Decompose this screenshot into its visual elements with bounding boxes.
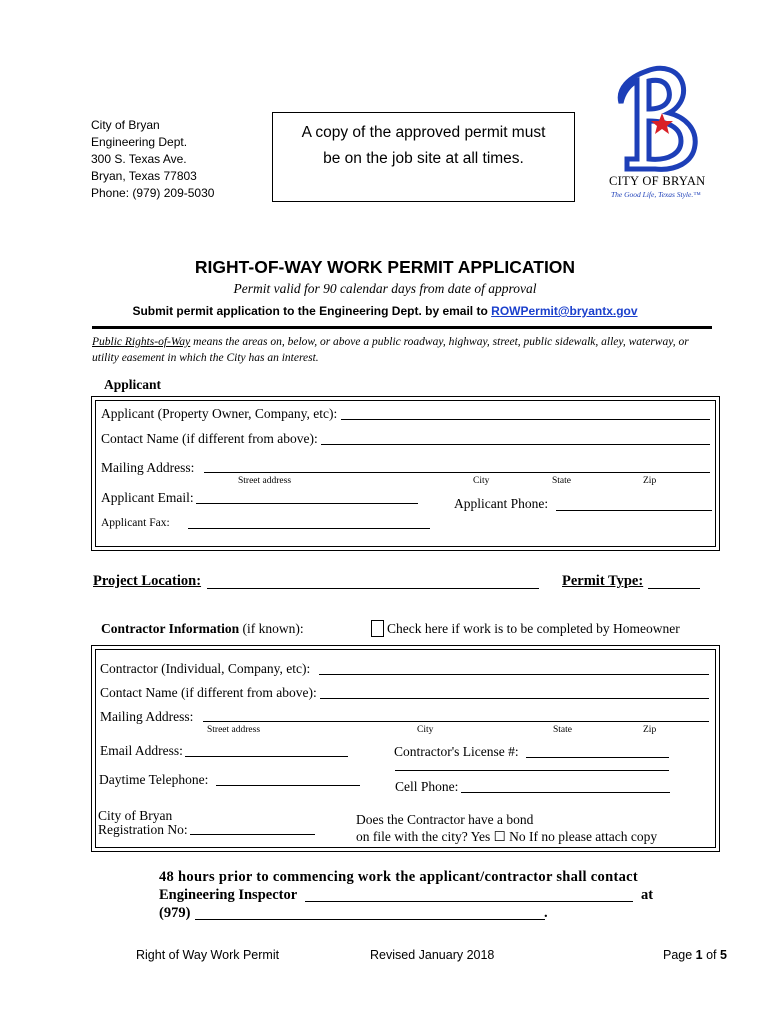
footer-document-name: Right of Way Work Permit: [136, 948, 280, 962]
page-total: 5: [720, 948, 727, 962]
applicant-email-label: Applicant Email:: [101, 490, 194, 505]
divider: [92, 326, 712, 329]
inspector-notice-at: at: [641, 887, 654, 903]
contractor-heading-bold: Contractor Information: [101, 621, 240, 636]
permit-type-label: Permit Type:: [562, 573, 644, 589]
project-location-field[interactable]: [207, 588, 539, 589]
bond-question-line-1: Does the Contractor have a bond: [356, 812, 534, 827]
engineering-inspector-field[interactable]: [305, 901, 633, 902]
logo-city-name: CITY OF BRYAN: [609, 174, 706, 188]
applicant-mailing-label: Mailing Address:: [101, 460, 195, 475]
form-title: RIGHT-OF-WAY WORK PERMIT APPLICATION: [194, 257, 576, 277]
cell-phone-field[interactable]: [461, 792, 670, 793]
contractor-license-extra-line: [395, 770, 669, 771]
applicant-owner-label: Applicant (Property Owner, Company, etc):: [101, 406, 338, 421]
applicant-phone-field[interactable]: [556, 510, 712, 511]
applicant-phone-label: Applicant Phone:: [454, 496, 549, 511]
city-of-bryan-logo: [607, 63, 717, 213]
page-of: of: [702, 948, 720, 962]
project-location-label: Project Location:: [93, 573, 202, 589]
department-address: [91, 117, 214, 202]
definition-text: means the areas on, below, or above a public roadway, highway, street, public sidewalk, alley, waterway, or utility easement in which the City has an interest.: [92, 336, 689, 364]
address-line: 300 S. Texas Ave.: [91, 152, 187, 166]
address-line: Phone: (979) 209-5030: [91, 186, 215, 200]
submit-instructions: [0, 304, 770, 318]
state-caption: State: [552, 476, 571, 486]
applicant-fax-field[interactable]: [188, 528, 430, 529]
address-line: Bryan, Texas 77803: [91, 169, 197, 183]
inspector-notice-line-1: 48 hours prior to commencing work the applicant/contractor shall contact: [159, 869, 638, 885]
zip-caption: Zip: [643, 725, 657, 735]
street-address-caption: Street address: [207, 725, 261, 735]
registration-number-field[interactable]: [190, 834, 315, 835]
bond-question-line-2: on file with the city? Yes ☐ No If no please attach copy: [356, 829, 658, 844]
page-current: 1: [695, 948, 703, 962]
contractor-license-field[interactable]: [526, 757, 669, 758]
footer-revision: Revised January 2018: [370, 948, 495, 962]
city-caption: City: [473, 476, 490, 486]
daytime-telephone-label: Daytime Telephone:: [99, 772, 209, 787]
address-line: City of Bryan: [91, 118, 160, 132]
contractor-company-label: Contractor (Individual, Company, etc):: [100, 661, 311, 676]
homeowner-check-label: Check here if work is to be completed by Homeowner: [387, 621, 680, 636]
submit-email-link[interactable]: ROWPermit@bryantx.gov: [491, 304, 638, 318]
submit-text: Submit permit application to the Engineering Dept. by email to: [132, 304, 488, 318]
applicant-owner-field[interactable]: [341, 419, 710, 420]
contractor-contact-field[interactable]: [320, 698, 709, 699]
notice-line-1: A copy of the approved permit must: [301, 124, 546, 141]
page-prefix: Page: [663, 948, 696, 962]
applicant-contact-label: Contact Name (if different from above):: [101, 431, 318, 446]
zip-caption: Zip: [643, 476, 657, 486]
applicant-email-field[interactable]: [196, 503, 418, 504]
bryan-b-icon: [607, 63, 717, 173]
contractor-company-field[interactable]: [319, 674, 709, 675]
job-site-notice-box: [272, 112, 575, 202]
inspector-phone-field[interactable]: [195, 919, 545, 920]
footer-page-number: [663, 948, 727, 962]
registration-label-line-1: City of Bryan: [98, 808, 173, 823]
applicant-fax-label: Applicant Fax:: [101, 517, 170, 529]
inspector-notice-period: .: [544, 905, 548, 921]
contractor-mailing-field[interactable]: [203, 721, 709, 722]
permit-type-field[interactable]: [648, 588, 700, 589]
state-caption: State: [553, 725, 572, 735]
contractor-license-label: Contractor's License #:: [394, 744, 519, 759]
rights-of-way-definition: [92, 334, 707, 366]
contractor-email-label: Email Address:: [100, 743, 183, 758]
applicant-contact-field[interactable]: [321, 444, 710, 445]
daytime-telephone-field[interactable]: [216, 785, 360, 786]
contractor-contact-label: Contact Name (if different from above):: [100, 685, 317, 700]
address-line: Engineering Dept.: [91, 135, 188, 149]
notice-line-2: be on the job site at all times.: [323, 150, 524, 167]
form-subtitle: Permit valid for 90 calendar days from date of approval: [233, 281, 537, 296]
applicant-mailing-field[interactable]: [204, 472, 710, 473]
inspector-notice-line-3: (979): [159, 905, 191, 921]
contractor-mailing-label: Mailing Address:: [100, 709, 194, 724]
definition-term: Public Rights-of-Way: [92, 336, 191, 348]
logo-tagline: The Good Life, Texas Style.™: [611, 190, 701, 199]
contractor-heading-rest: (if known):: [239, 621, 304, 636]
cell-phone-label: Cell Phone:: [395, 779, 459, 794]
applicant-section-label: Applicant: [104, 377, 162, 392]
inspector-notice-line-2: Engineering Inspector: [159, 887, 298, 903]
contractor-email-field[interactable]: [185, 756, 348, 757]
registration-label-line-2: Registration No:: [98, 822, 188, 837]
homeowner-checkbox[interactable]: [371, 620, 384, 639]
contractor-info-heading: [101, 621, 304, 637]
city-caption: City: [417, 725, 434, 735]
street-address-caption: Street address: [238, 476, 292, 486]
